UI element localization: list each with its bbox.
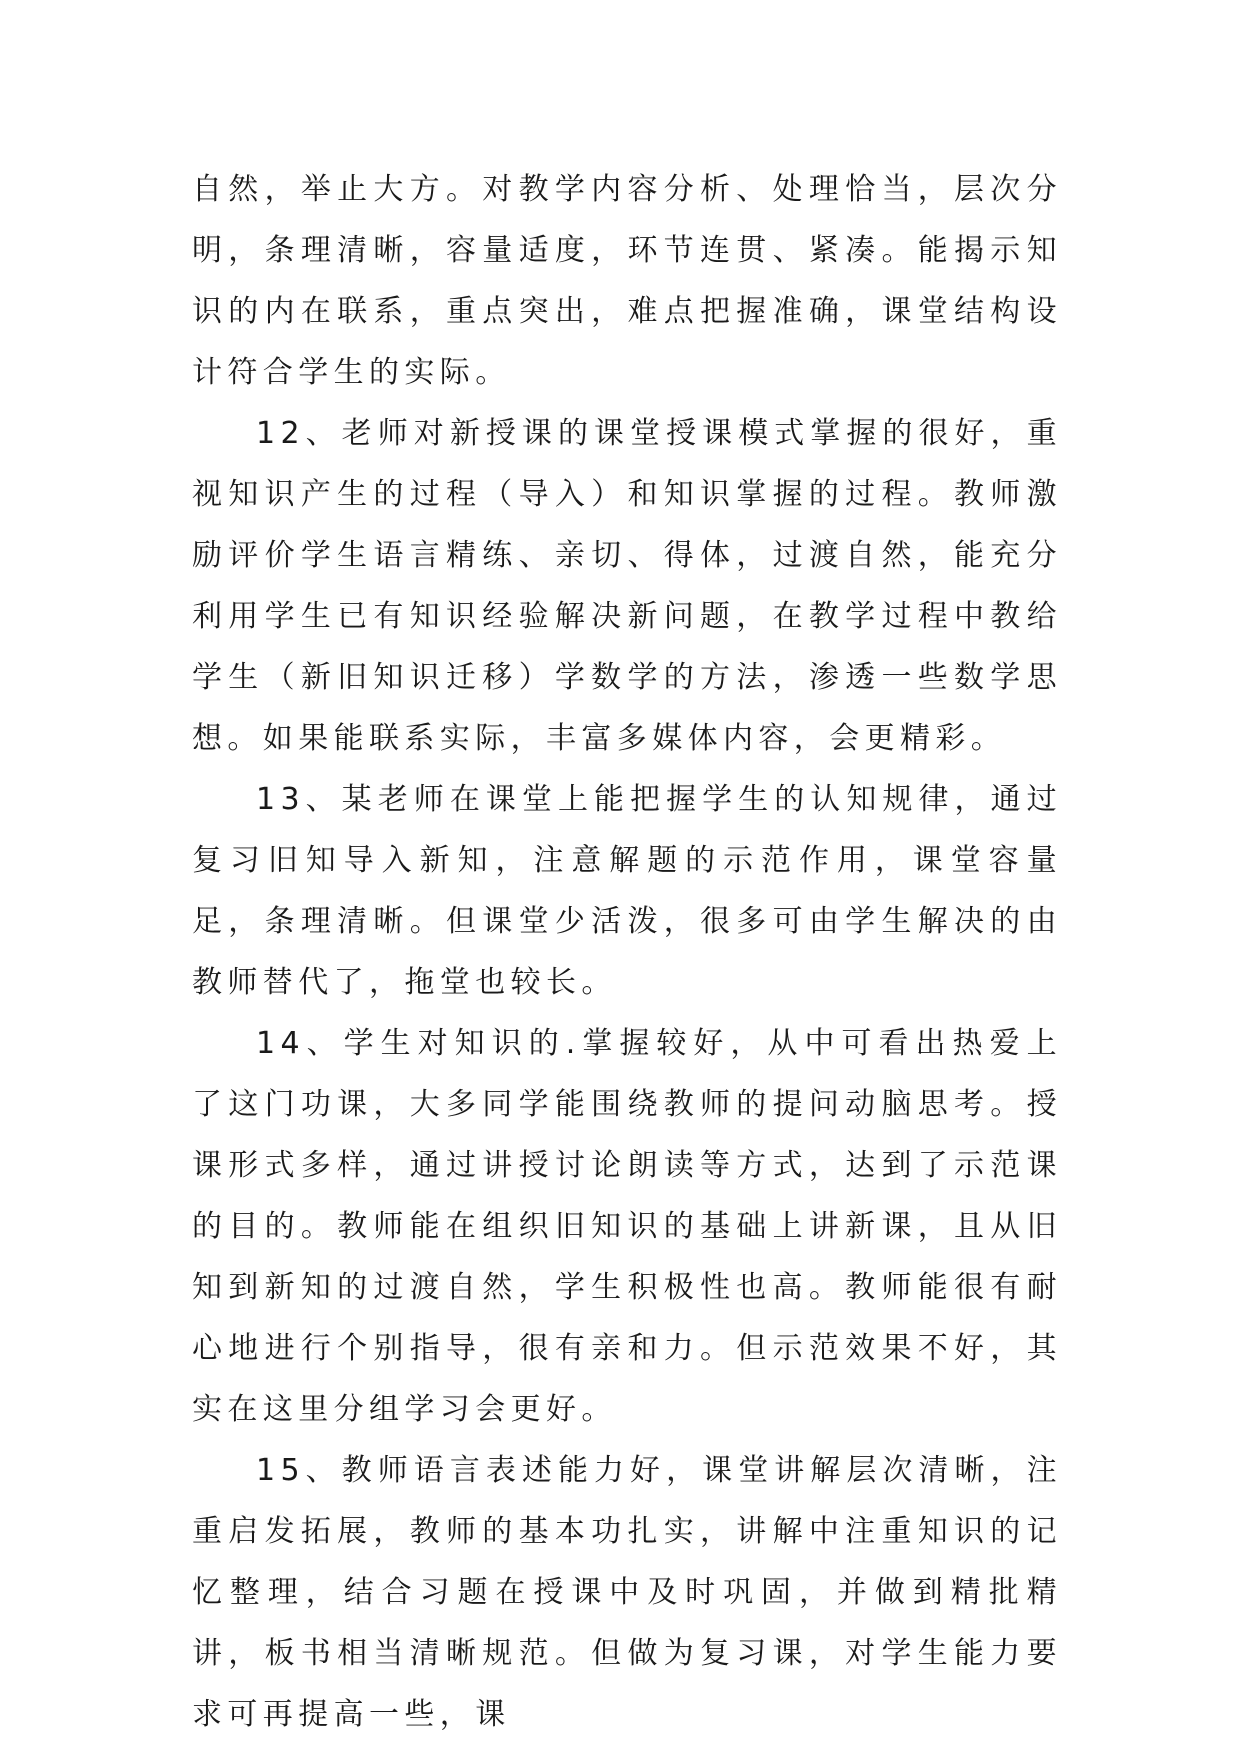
paragraph-item-12: 12、老师对新授课的课堂授课模式掌握的很好，重视知识产生的过程（导入）和知识掌握的过程。教师激励评价学生语言精练、亲切、得体，过渡自然，能充分利用学生已有知识经验解决新问题，在教学过程中教给学生（新旧知识迁移）学数学的方法，渗透一些数学思想。如果能联系实际，丰富多媒体内容，会更精彩。 [192, 416, 1062, 756]
paragraph-continuation: 自然，举止大方。对教学内容分析、处理恰当，层次分明，条理清晰，容量适度，环节连贯、紧凑。能揭示知识的内在联系，重点突出，难点把握准确，课堂结构设计符合学生的实际。 [192, 172, 1062, 390]
paragraph-item-13: 13、某老师在课堂上能把握学生的认知规律，通过复习旧知导入新知，注意解题的示范作用，课堂容量足，条理清晰。但课堂少活泼，很多可由学生解决的由教师替代了，拖堂也较长。 [192, 782, 1062, 1000]
paragraph-item-15: 15、教师语言表述能力好，课堂讲解层次清晰，注重启发拓展，教师的基本功扎实，讲解中注重知识的记忆整理，结合习题在授课中及时巩固，并做到精批精讲，板书相当清晰规范。但做为复习课，对学生能力要求可再提高一些，课 [192, 1453, 1062, 1732]
paragraph-item-14: 14、学生对知识的.掌握较好，从中可看出热爱上了这门功课，大多同学能围绕教师的提问动脑思考。授课形式多样，通过讲授讨论朗读等方式，达到了示范课的目的。教师能在组织旧知识的基础上讲新课，且从旧知到新知的过渡自然，学生积极性也高。教师能很有耐心地进行个别指导，很有亲和力。但示范效果不好，其实在这里分组学习会更好。 [192, 1026, 1062, 1427]
document-body [192, 159, 1062, 1745]
